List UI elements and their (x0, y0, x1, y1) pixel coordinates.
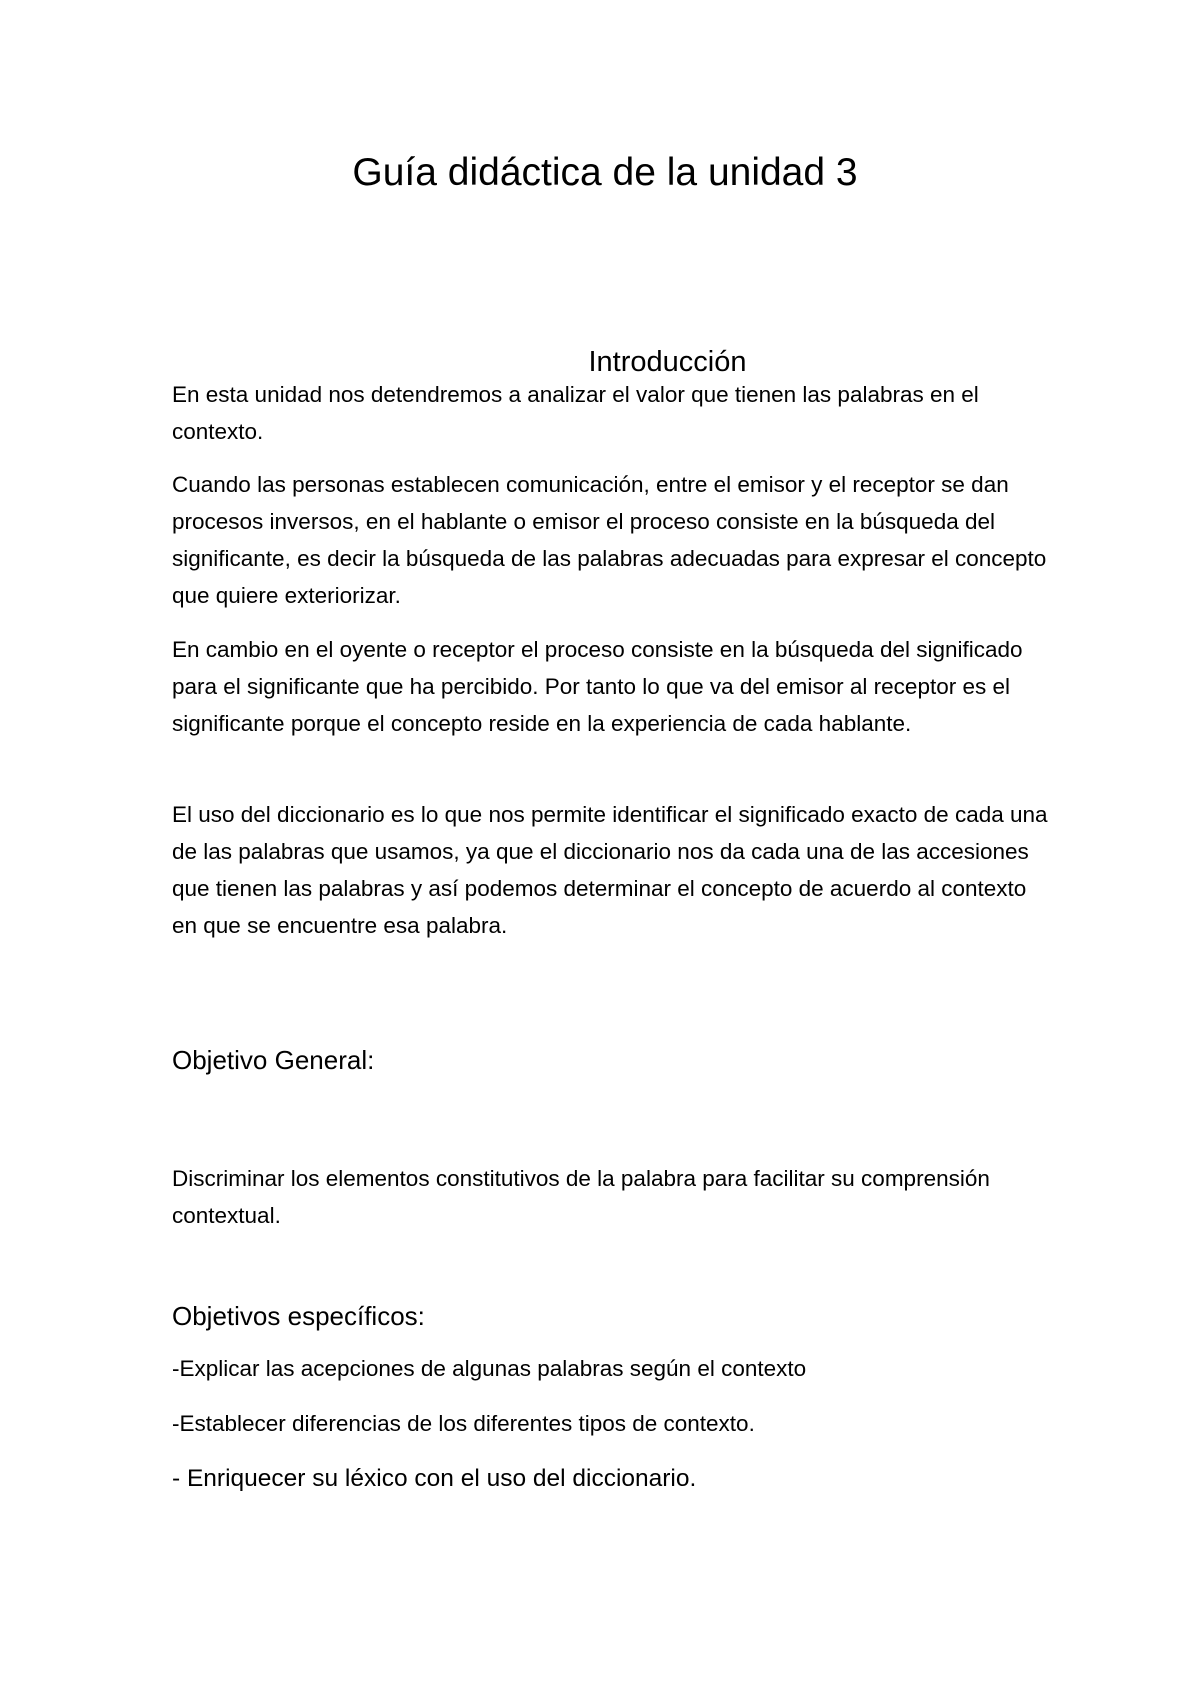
general-objective-text: Discriminar los elementos constitutivos de la palabra para facilitar su comprensión contextual. (172, 1166, 990, 1228)
specific-objectives-heading: Objetivos específicos: (172, 1301, 425, 1331)
general-objective-heading: Objetivo General: (172, 1045, 375, 1075)
introduction-paragraph-2: Cuando las personas establecen comunicación, entre el emisor y el receptor se dan procesos inversos, en el hablante o emisor el proceso consiste en la búsqueda del significante, es decir la búsqueda de las palabras adecuadas para expresar el concepto que quiere exteriorizar. (172, 472, 1047, 608)
specific-objective-item-1: -Explicar las acepciones de algunas palabras según el contexto (172, 1356, 807, 1381)
document-title: Guía didáctica de la unidad 3 (352, 151, 858, 194)
introduction-heading: Introducción (588, 346, 747, 378)
specific-objective-item-2: -Establecer diferencias de los diferentes tipos de contexto. (172, 1411, 755, 1436)
introduction-paragraph-3: En cambio en el oyente o receptor el proceso consiste en la búsqueda del significado para el significante que ha percibido. Por tanto lo que va del emisor al receptor es el significante porque el concepto reside en la experiencia de cada hablante. (172, 637, 1023, 736)
introduction-paragraph-1: En esta unidad nos detendremos a analizar el valor que tienen las palabras en el contexto. (172, 382, 979, 444)
specific-objective-item-3: - Enriquecer su léxico con el uso del diccionario. (172, 1465, 697, 1492)
introduction-paragraph-4: El uso del diccionario es lo que nos permite identificar el significado exacto de cada una de las palabras que usamos, ya que el diccionario nos da cada una de las accesiones que tienen las palabras y así podemos determinar el concepto de acuerdo al contexto en que se encuentre esa palabra. (172, 802, 1048, 938)
